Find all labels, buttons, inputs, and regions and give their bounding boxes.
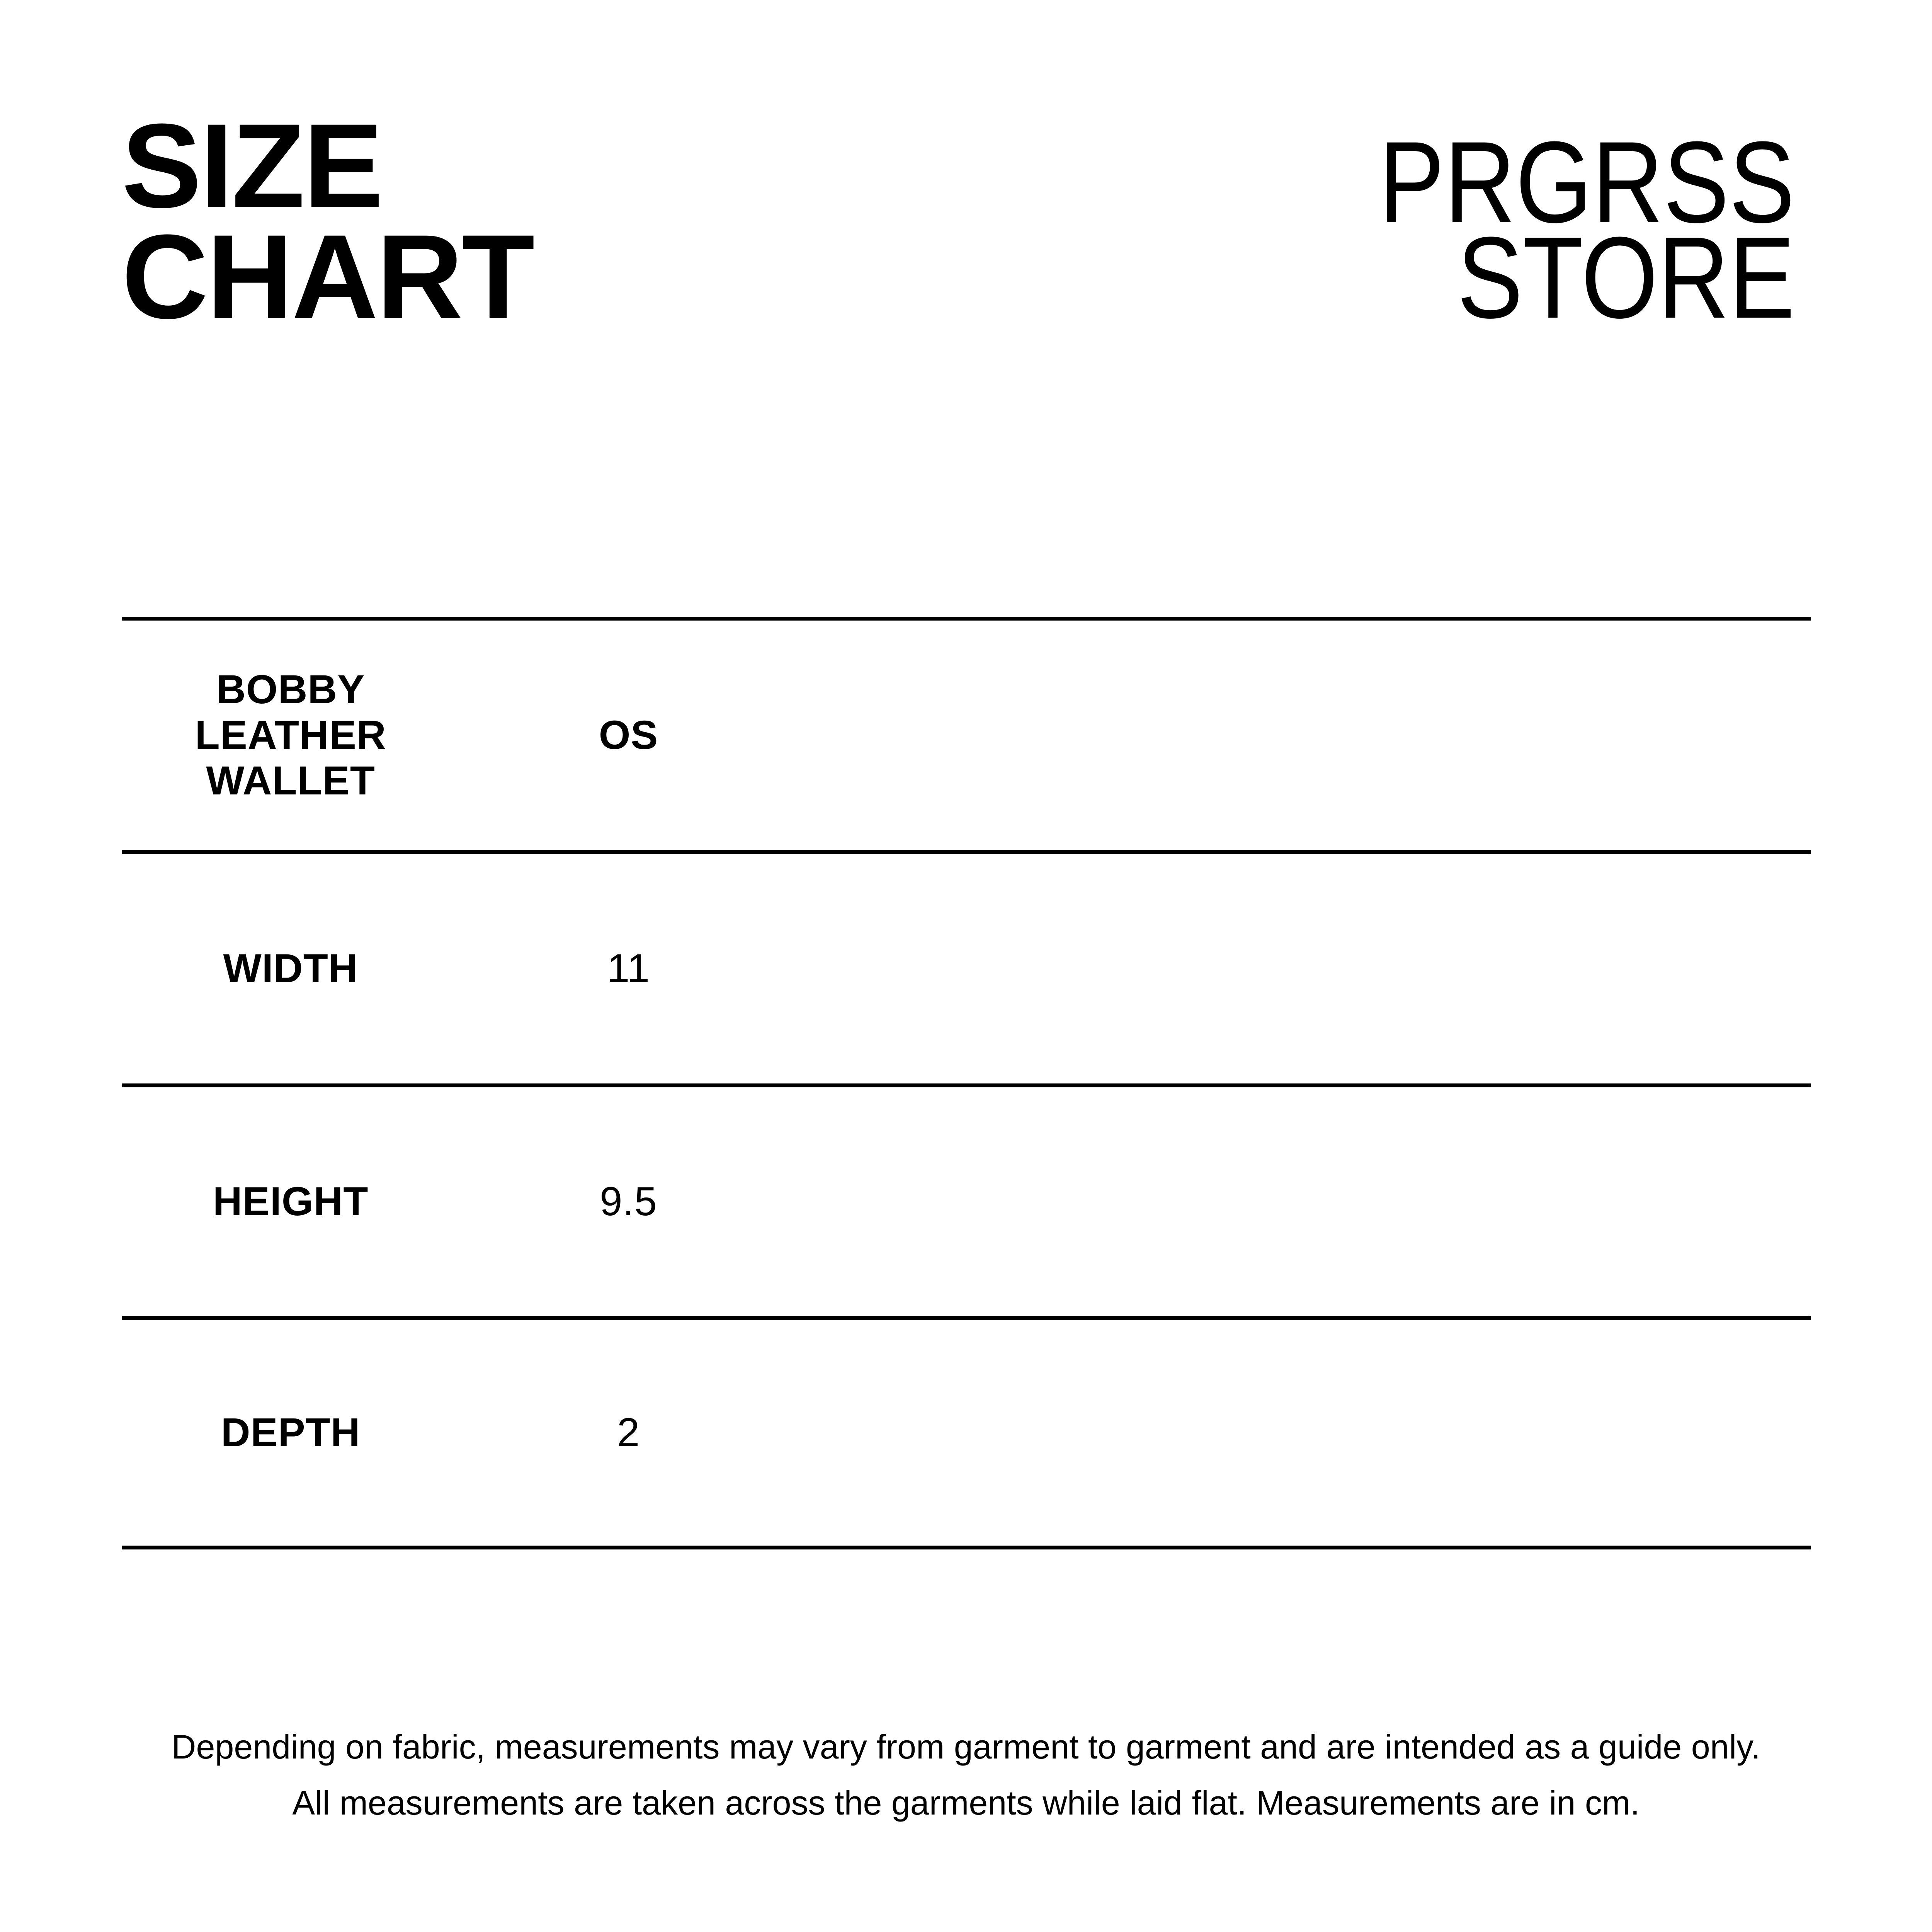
page-title-line-2: CHART xyxy=(122,209,533,344)
brand-logo-line-1: PRGRSS xyxy=(1379,117,1795,247)
table-row-depth xyxy=(122,1320,1811,1549)
disclaimer-line-1: Depending on fabric, measurements may vary from garment to garment and are intended as a guide only. xyxy=(171,1728,1761,1766)
product-name-line-2: LEATHER xyxy=(195,713,386,758)
size-column-header: OS xyxy=(599,713,658,758)
table-row-width xyxy=(122,854,1811,1087)
product-name-line-1: BOBBY xyxy=(216,667,365,712)
row-label-width: WIDTH xyxy=(223,946,358,991)
brand-logo-line-2: STORE xyxy=(1457,213,1795,342)
size-table xyxy=(122,617,1811,1549)
table-row-height xyxy=(122,1087,1811,1320)
product-name-line-3: WALLET xyxy=(206,758,375,803)
disclaimer xyxy=(0,1719,1932,1831)
page-title-line-1: SIZE xyxy=(122,99,382,233)
row-value-width: 11 xyxy=(607,946,650,991)
product-name-cell xyxy=(122,667,459,804)
size-table-header-row xyxy=(122,621,1811,854)
page-title xyxy=(122,99,533,344)
row-value-depth: 2 xyxy=(617,1410,640,1455)
row-label-height: HEIGHT xyxy=(213,1179,369,1224)
brand-logo xyxy=(1379,117,1795,342)
row-label-depth: DEPTH xyxy=(221,1410,361,1455)
disclaimer-line-2: All measurements are taken across the garments while laid flat. Measurements are in cm. xyxy=(292,1784,1640,1822)
row-value-height: 9.5 xyxy=(600,1179,658,1224)
